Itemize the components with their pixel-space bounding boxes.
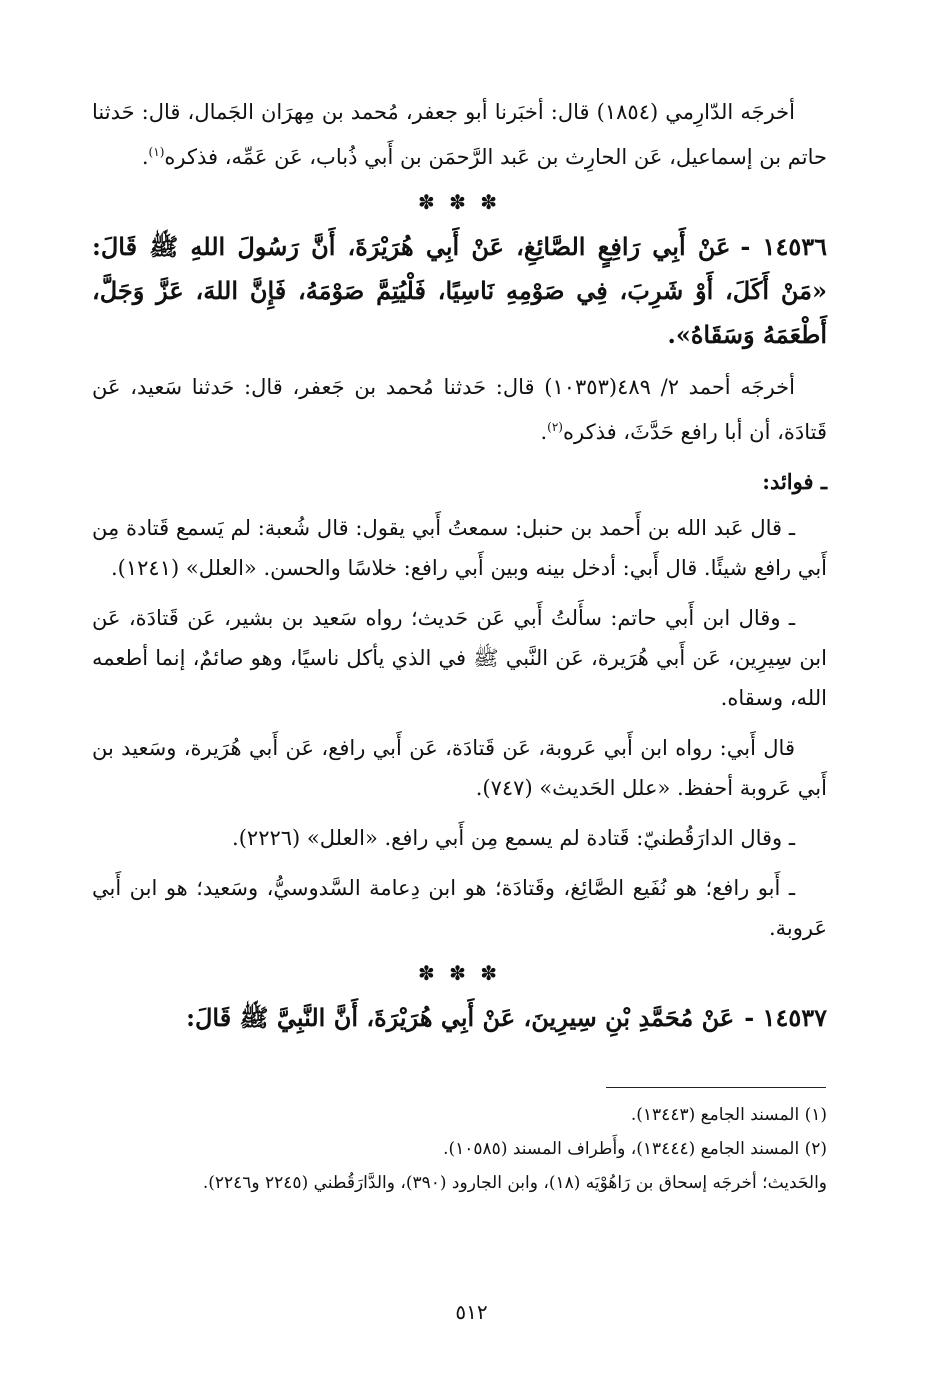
page-body: [92, 92, 827, 1050]
footnote-3: والحَديث؛ أخرجَه إسحاق بن رَاهُوْيَه (١٨)، وابن الجارود (٣٩٠)، والدَّارَقُطني (٢٢٤٥ و٢٢٤٦).: [202, 1173, 827, 1193]
page-number: ٥١٢: [455, 1300, 488, 1324]
fawaid-item-1: ـ قال عَبد الله بن أَحمد بن حنبل: سمعتُ أَبي يقول: قال شُعبة: لم يَسمع قَتادة مِن أَبي رافع شيئًا. قال أَبي: أدخل بينه وبين أَبي رافع: خلاسًا والحسن. «العلل» (١٢٤١).: [92, 516, 827, 580]
footnote-ref-1: (١): [148, 145, 165, 159]
hadith-number-14536: ١٤٥٣٦ -: [740, 232, 827, 261]
fawaid-item-3: قال أَبي: رواه ابن أَبي عَروبة، عَن قَتادَة، عَن أَبي رافع، عَن أَبي هُرَيرة، وسَعيد بن أَبي عَروبة أحفظ. «علل الحَديث» (٧٤٧).: [92, 736, 827, 800]
section-separator-2: ✽ ✽ ✽: [418, 961, 501, 985]
footnote-2: (٢) المسند الجامع (١٣٤٤٤)، وأَطراف المسند (١٠٥٨٥).: [443, 1139, 827, 1159]
takhrij-paragraph-2: أخرجَه أحمد ٢/ ٤٨٩(١٠٣٥٣) قال: حَدثنا مُحمد بن جَعفر، قال: حَدثنا سَعيد، عَن قَتادَة، أن أبا رافع حَدَّثَ، فذكره$^{(٢)}$.: [92, 375, 827, 444]
takhrij-text-1: أخرجَه الدّارِمي (١٨٥٤) قال: أخبَرنا أبو جعفر، مُحمد بن مِهرَان الجَمال، قال: حَدثنا حاتم بن إسماعيل، عَن الحارِث بن عَبد الرَّحمَن بن أَبي ذُباب، عَن عَمِّه، فذكره: [92, 100, 827, 169]
footnote-divider: [606, 1087, 826, 1088]
section-separator-1: ✽ ✽ ✽: [418, 190, 501, 214]
takhrij-text-2: أخرجَه أحمد ٢/ ٤٨٩(١٠٣٥٣) قال: حَدثنا مُحمد بن جَعفر، قال: حَدثنا سَعيد، عَن قَتادَة، أن أبا رافع حَدَّثَ، فذكره: [92, 375, 827, 444]
hadith-number-14537: ١٤٥٣٧ -: [744, 1003, 827, 1032]
hadith-text-14537: عَنْ مُحَمَّدِ بْنِ سِيرِينَ، عَنْ أَبِي هُرَيْرَةَ، أَنَّ النَّبِيَّ ﷺ قَالَ:: [186, 1003, 735, 1032]
fawaid-item-5: ـ أَبو رافع؛ هو نُفَيع الصَّائِغ، وقَتادَة؛ هو ابن دِعامة السَّدوسيُّ، وسَعيد؛ هو ابن أَبي عَروبة.: [92, 876, 827, 940]
hadith-14536: [92, 225, 827, 357]
fawaid-item-4: ـ وقال الدارَقُطنيّ: قَتادة لم يسمع مِن أَبي رافع. «العلل» (٢٢٢٦).: [232, 826, 795, 850]
takhrij-paragraph-1: أخرجَه الدّارِمي (١٨٥٤) قال: أخبَرنا أبو جعفر، مُحمد بن مِهرَان الجَمال، قال: حَدثنا حاتم بن إسماعيل، عَن الحارِث بن عَبد الرَّحمَن بن أَبي ذُباب، عَن عَمِّه، فذكره$^{(١)}$.: [92, 100, 827, 169]
fawaid-heading: ـ فوائد:: [762, 469, 827, 494]
hadith-text-14536: عَنْ أَبِي رَافِعٍ الصَّائِغِ، عَنْ أَبِي هُرَيْرَةَ، أَنَّ رَسُولَ اللهِ ﷺ قَالَ: «مَنْ أَكَلَ، أَوْ شَرِبَ، فِي صَوْمِهِ نَاسِيًا، فَلْيُتِمَّ صَوْمَهُ، فَإِنَّ اللهَ، عَزَّ وَجَلَّ، أَطْعَمَهُ وَسَقَاهُ».: [92, 232, 827, 349]
fawaid-item-2: ـ وقال ابن أَبي حاتم: سأَلتُ أَبي عَن حَديث؛ رواه سَعيد بن بشير، عَن قَتادَة، عَن ابن سِيرِين، عَن أَبي هُرَيرة، عَن النَّبي ﷺ في الذي يأكل ناسيًا، وهو صائمٌ، إنما أطعمه الله، وسقاه.: [92, 606, 827, 710]
footnote-ref-2: (٢): [547, 420, 563, 434]
hadith-14537: [92, 996, 827, 1040]
footnote-1: (١) المسند الجامع (١٣٤٤٣).: [630, 1105, 827, 1125]
footnotes: [92, 1098, 827, 1200]
